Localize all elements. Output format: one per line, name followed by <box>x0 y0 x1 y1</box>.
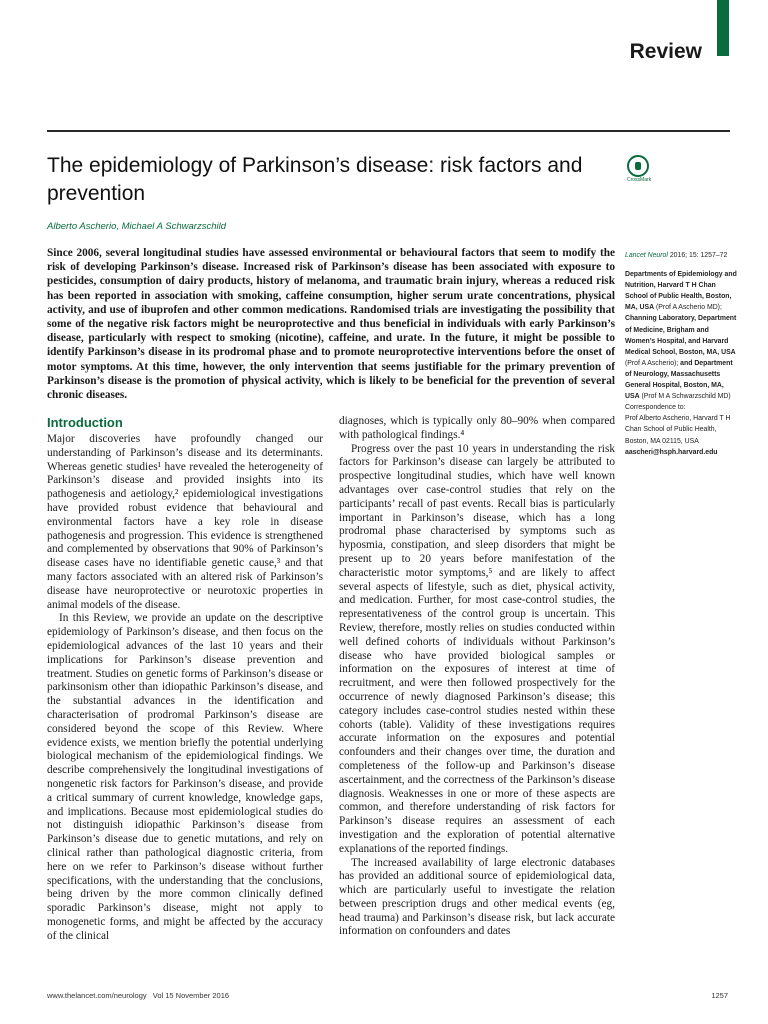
crossmark-icon <box>627 155 649 177</box>
body-paragraph: diagnoses, which is typically only 80–90% when compared with pathological findings.⁴ <box>339 415 615 441</box>
affiliation-person: (Prof A Ascherio); <box>625 359 679 367</box>
affiliation-dept: Departments of Epidemiology and Nutrition, Harvard T H Chan School of Public Health, Boston, MA, USA <box>625 271 737 312</box>
journal-color-tab <box>717 0 729 56</box>
footer-issue: Vol 15 November 2016 <box>152 991 230 1000</box>
affiliation-dept: Channing Laboratory, Department of Medicine, Brigham and Women’s Hospital, and Harvard Medical School, Boston, MA, USA <box>625 315 737 356</box>
body-paragraph: In this Review, we provide an update on the descriptive epidemiology of Parkinson’s disease, and then focus on the epidemiological advances of the last 10 years and their implications for Parkinson’s disease prevention and treatment. Studies on genetic forms of Parkinson’s disease or parkinsonism other than idiopathic Parkinson’s disease, and the substantial advances in the identification and characterisation of prodromal Parkinson’s disease are considered beyond the scope of this Review. Where evidence exists, we mention briefly the potential underlying biological mechanism of the epidemiological findings. We describe comprehensively the longitudinal investigations of nongenetic risk factors for Parkinson’s disease, and provide a critical summary of current knowledge, knowledge gaps, and implications. Because most epidemiological studies do not distinguish idiopathic Parkinson’s disease from Parkinson’s disease due to genetic mutations, and rely on clinical rather than pathological diagnostic criteria, from here on we refer to Parkinson’s disease without further specifications, with the understanding that the conclusions, being driven by the more common clinically defined sporadic Parkinson’s disease, might not apply to monogenetic forms, and might be affected by the accuracy of the clinical <box>47 612 323 942</box>
correspondence-address: Prof Alberto Ascherio, Harvard T H Chan School of Public Health, Boston, MA 02115, USA <box>625 415 731 445</box>
crossmark-badge[interactable] <box>627 155 652 183</box>
page-number: 1257 <box>711 991 728 1000</box>
correspondence-email[interactable]: aascheri@hsph.harvard.edu <box>625 448 718 456</box>
footer-left <box>47 991 229 1000</box>
article-authors[interactable]: Alberto Ascherio, Michael A Schwarzschild <box>47 221 226 232</box>
body-paragraph: The increased availability of large electronic databases has provided an additional source of epidemiological data, which are particularly useful to investigate the relation between prescription drugs and other medical events (eg, head trauma) and Parkinson’s disease risk, but lack accurate information on confounders and dates <box>339 856 615 938</box>
body-column-1 <box>47 415 323 943</box>
affiliation-person: (Prof A Ascherio MD); <box>656 304 722 312</box>
footer-url[interactable]: www.thelancet.com/neurology <box>47 991 147 1000</box>
introduction-heading: Introduction <box>47 415 123 430</box>
header-rule <box>47 130 730 132</box>
crossmark-label: CrossMark <box>627 177 652 183</box>
article-abstract: Since 2006, several longitudinal studies have assessed environmental or behavioural factors that seem to modify the risk of developing Parkinson’s disease. Increased risk of Parkinson’s disease has been associated with exposure to pesticides, consumption of dairy products, history of melanoma, and traumatic brain injury, whereas a reduced risk has been reported in association with smoking, caffeine consumption, higher serum urate concentrations, physical activity, and use of ibuprofen and other common medications. Randomised trials are investigating the possibility that some of the negative risk factors might be neuroprotective and thus beneficial in individuals with early Parkinson’s disease, particularly with respect to smoking (nicotine), caffeine, and urate. In the future, it might be possible to identify Parkinson’s disease in its prodromal phase and to promote neuroprotective interventions before the onset of motor symptoms. At this time, however, the only intervention that seems justifiable for the primary prevention of Parkinson’s disease is the promotion of physical activity, which is likely to be beneficial for the prevention of several chronic diseases. <box>47 247 615 402</box>
correspondence-label: Correspondence to: <box>625 404 686 412</box>
affiliation-dept: and Department of Neurology, Massachusetts General Hospital, Boston, MA, USA <box>625 359 733 401</box>
citation-journal: Lancet Neurol <box>625 252 668 259</box>
article-title: The epidemiology of Parkinson’s disease: risk factors and prevention <box>47 154 583 205</box>
section-label: Review <box>629 40 702 63</box>
body-paragraph: Major discoveries have profoundly changed our understanding of Parkinson’s disease and its determinants. Whereas genetic studies¹ have revealed the heterogeneity of Parkinson’s disease and provided insights into its pathogenesis and aetiology,² epidemiological investigations have provided robust evidence that behavioural and environmental factors have a key role in disease pathogenesis and progression. This evidence is strengthened and complemented by observations that 90% of Parkinson’s disease cases have no identifiable genetic cause,³ and that many factors associated with an altered risk of Parkinson’s disease have neuroprotective or neurotoxic properties in animal models of the disease. <box>47 433 323 611</box>
affiliation-person: (Prof M A Schwarzschild MD) <box>641 393 731 401</box>
citation-details: 2016; 15: 1257–72 <box>669 252 728 259</box>
body-column-2 <box>339 415 615 939</box>
article-sidebar <box>625 250 737 458</box>
body-paragraph: Progress over the past 10 years in understanding the risk factors for Parkinson’s disease can largely be attributed to prospective longitudinal studies, which have well known advantages over case-control studies that rely on the participants’ recall of past events. Recall bias is particularly important in Parkinson’s disease, which has a long prodromal phase characterised by symptoms such as hyposmia, constipation, and sleep disorders that might be present up to 20 years before manifestation of the characteristic motor symptoms,⁵ and are likely to affect several aspects of lifestyle, such as diet, physical activity, and medication. Further, for most case-control studies, the representativeness of the control group is uncertain. This Review, therefore, mostly relies on studies conducted within well defined cohorts of individuals without Parkinson’s disease who have provided biological samples or information on the exposures of interest at time of recruitment, and were then followed prospectively for the occurrence of newly diagnosed Parkinson’s disease; this category includes case-control studies nested within these cohorts (table). Validity of these investigations requires accurate information on the exposures and potential confounders and their changes over time, the duration and completeness of the follow-up and Parkinson’s disease ascertainment, and the correctness of the Parkinson’s disease diagnosis. Weaknesses in one or more of these aspects are common, and therefore understanding of risk factors for Parkinson’s disease requires an assessment of each investigation and the exploration of potential alternative explanations of the reported findings. <box>339 442 615 855</box>
affiliation <box>625 269 737 402</box>
citation <box>625 250 737 261</box>
